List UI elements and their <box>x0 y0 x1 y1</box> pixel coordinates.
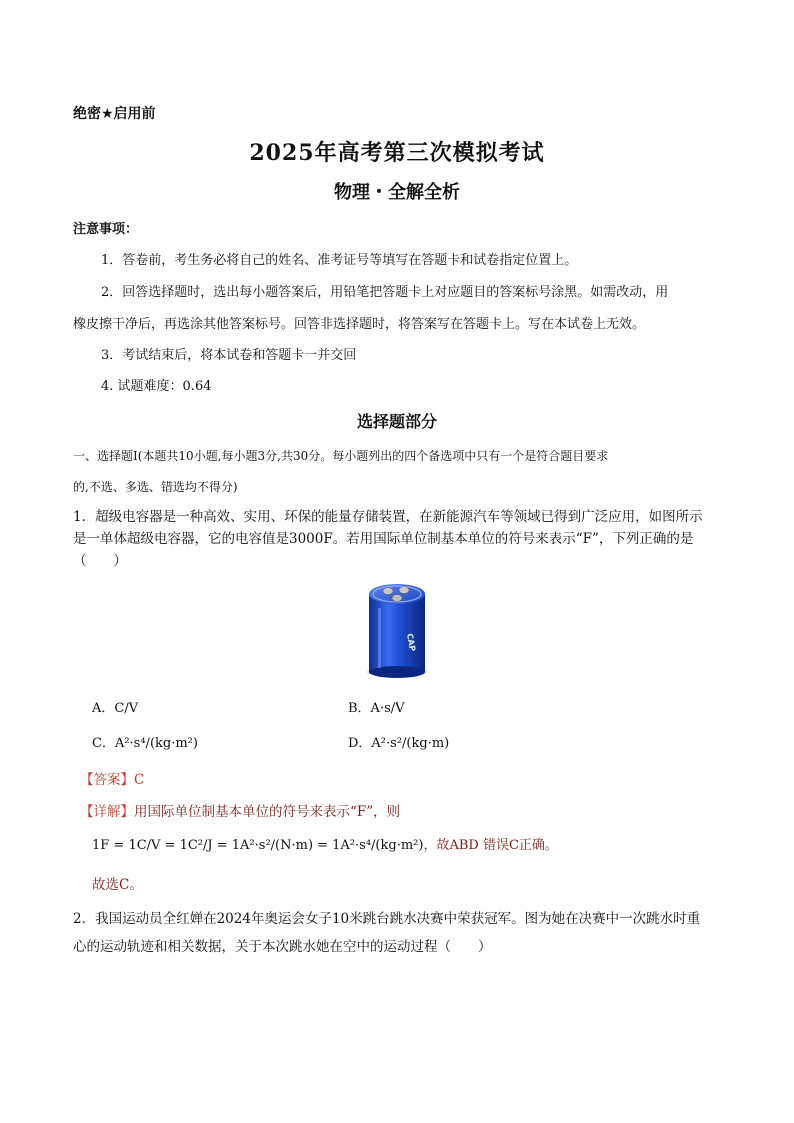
exam-subtitle: 物理・全解全析 <box>334 182 460 203</box>
section-intro-line-2: 的,不选、多选、错选均不得分) <box>73 480 238 494</box>
formula-conclusion: ，故ABD 错误C正确。 <box>423 838 558 853</box>
unit-derivation-formula: 1F = 1C/V = 1C²/J = 1A²·s²/(N·m) = 1A²·s⁴/(kg·m²) <box>92 838 424 853</box>
section-title: 选择题部分 <box>356 412 437 431</box>
detail-label: 【详解】 <box>80 804 134 820</box>
section-intro-line-1: 一、选择题Ⅰ(本题共10小题,每小题3分,共30分。每小题列出的四个备选项中只有一个是符合题目要求 <box>73 449 609 463</box>
detail-line <box>80 800 400 820</box>
note-2-line-1: 2．回答选择题时，选出每小题答案后，用铅笔把答题卡上对应题目的答案标号涂黑。如需改动，用 <box>101 285 669 300</box>
question-1-line-2: 是一单体超级电容器，它的电容值是3000F。若用国际单位制基本单位的符号来表示“F”，下列正确的是 <box>73 531 694 547</box>
capacitor-label: CAP <box>405 632 418 653</box>
formula-line <box>92 834 558 853</box>
option-d: D．A²·s²/(kg·m) <box>348 736 450 751</box>
note-2-line-2: 橡皮擦干净后，再选涂其他答案标号。回答非选择题时，将答案写在答题卡上。写在本试卷上无效。 <box>73 317 646 332</box>
option-c: C．A²·s⁴/(kg·m²) <box>92 736 198 751</box>
exam-title: 2025年高考第三次模拟考试 <box>249 140 545 166</box>
note-3: 3．考试结束后，将本试卷和答题卡一并交回 <box>101 348 357 363</box>
detail-text: 用国际单位制基本单位的符号来表示“F”，则 <box>134 804 401 820</box>
answer-value: C <box>134 772 145 788</box>
supercapacitor-image <box>357 572 437 680</box>
option-a: A．C/V <box>92 701 139 716</box>
confidential-mark: 绝密★启用前 <box>73 106 156 122</box>
question-2-line-1: 2．我国运动员全红婵在2024年奥运会女子10米跳台跳水决赛中荣获冠军。图为她在决赛中一次跳水时重 <box>73 911 701 927</box>
answer-label: 【答案】 <box>80 772 134 788</box>
note-1: 1．答卷前，考生务必将自己的姓名、准考证号等填写在答题卡和试卷指定位置上。 <box>101 253 578 268</box>
note-4: 4. 试题难度：0.64 <box>101 379 212 394</box>
answer-line <box>80 768 144 788</box>
choice-statement: 故选C。 <box>92 877 143 893</box>
question-1-line-3: （ ） <box>73 553 127 569</box>
question-1-line-1: 1．超级电容器是一种高效、实用、环保的能量存储装置，在新能源汽车等领域已得到广泛应用，如图所示 <box>73 509 703 525</box>
option-b: B．A·s/V <box>348 701 405 716</box>
notes-heading: 注意事项： <box>73 222 139 237</box>
question-2-line-2: 心的运动轨迹和相关数据，关于本次跳水她在空中的运动过程（ ） <box>73 939 492 955</box>
